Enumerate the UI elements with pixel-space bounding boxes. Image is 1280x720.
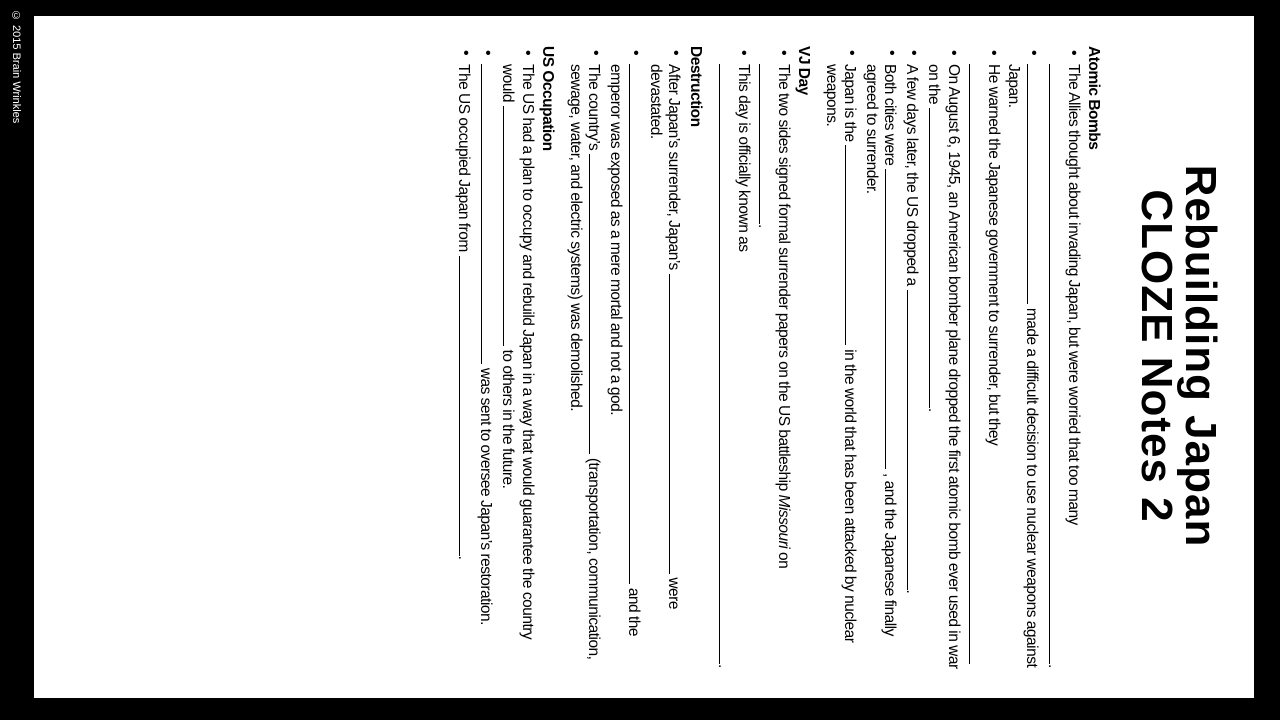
blank-field[interactable] — [669, 274, 684, 574]
list-item: • This day is officially known as . — [714, 46, 752, 676]
list-item: • A few days later, the US dropped a . — [902, 46, 922, 676]
copyright-notice: © 2015 Brain Wrinkles — [10, 10, 22, 124]
list-item: • He warned the Japanese government to surrender, but they — [964, 46, 1002, 676]
blank-field[interactable] — [503, 106, 518, 346]
blank-field[interactable] — [759, 64, 774, 224]
page-title — [1132, 16, 1254, 696]
blank-field[interactable] — [589, 154, 604, 454]
blank-field[interactable] — [929, 108, 944, 408]
list-item: • On August 6, 1945, an American bomber plane dropped the first atomic bomb ever used in war on the . — [924, 46, 962, 676]
list-item: • made a difficult decision to use nuclear weapons against Japan. — [1004, 46, 1042, 676]
destruction-list — [566, 46, 684, 676]
list-item: • The US had a plan to occupy and rebuild Japan in a way that would guarantee the country would to others in the future. — [498, 46, 536, 676]
slide — [30, 12, 1258, 702]
list-item: • was sent to oversee Japan’s restoration. — [476, 46, 496, 676]
blank-field[interactable] — [969, 64, 984, 664]
section-heading-vj-day: VJ Day — [795, 46, 812, 95]
section-heading-us-occupation: US Occupation — [539, 46, 556, 151]
blank-field[interactable] — [845, 145, 860, 345]
section-heading-atomic-bombs: Atomic Bombs — [1085, 46, 1102, 150]
list-item: • The country’s (transportation, communication, sewage, water, and electric systems) was demolished. — [566, 46, 604, 676]
blank-field[interactable] — [885, 169, 900, 469]
list-item: • The two sides signed formal surrender papers on the US battleship Missouri on . — [754, 46, 792, 676]
blank-field[interactable] — [1027, 64, 1042, 304]
list-item: • Japan is the in the world that has been attacked by nuclear weapons. — [822, 46, 860, 676]
section-heading-destruction: Destruction — [687, 46, 704, 127]
blank-field[interactable] — [629, 64, 644, 584]
blank-field[interactable] — [481, 64, 496, 364]
title-line-2: CLOZE Notes 2 — [1132, 189, 1181, 523]
vj-day-list — [714, 46, 792, 676]
us-occupation-list — [454, 46, 536, 676]
blank-field[interactable] — [907, 290, 922, 590]
blank-field[interactable] — [459, 256, 474, 556]
title-line-1: Rebuilding Japan — [1176, 164, 1225, 548]
list-item: • and the emperor was exposed as a mere mortal and not a god. — [606, 46, 644, 676]
atomic-bombs-list — [822, 46, 1082, 676]
rotated-page — [34, 16, 1254, 696]
blank-field[interactable] — [1049, 64, 1064, 664]
blank-field[interactable] — [719, 64, 734, 664]
list-item: • Both cities were , and the Japanese finally agreed to surrender. — [862, 46, 900, 676]
list-item: • The US occupied Japan from . — [454, 46, 474, 676]
list-item: • The Allies thought about invading Japan, but were worried that too many . — [1044, 46, 1082, 676]
notes-content — [452, 46, 1102, 676]
list-item: • After Japan’s surrender, Japan’s were devastated. — [646, 46, 684, 676]
